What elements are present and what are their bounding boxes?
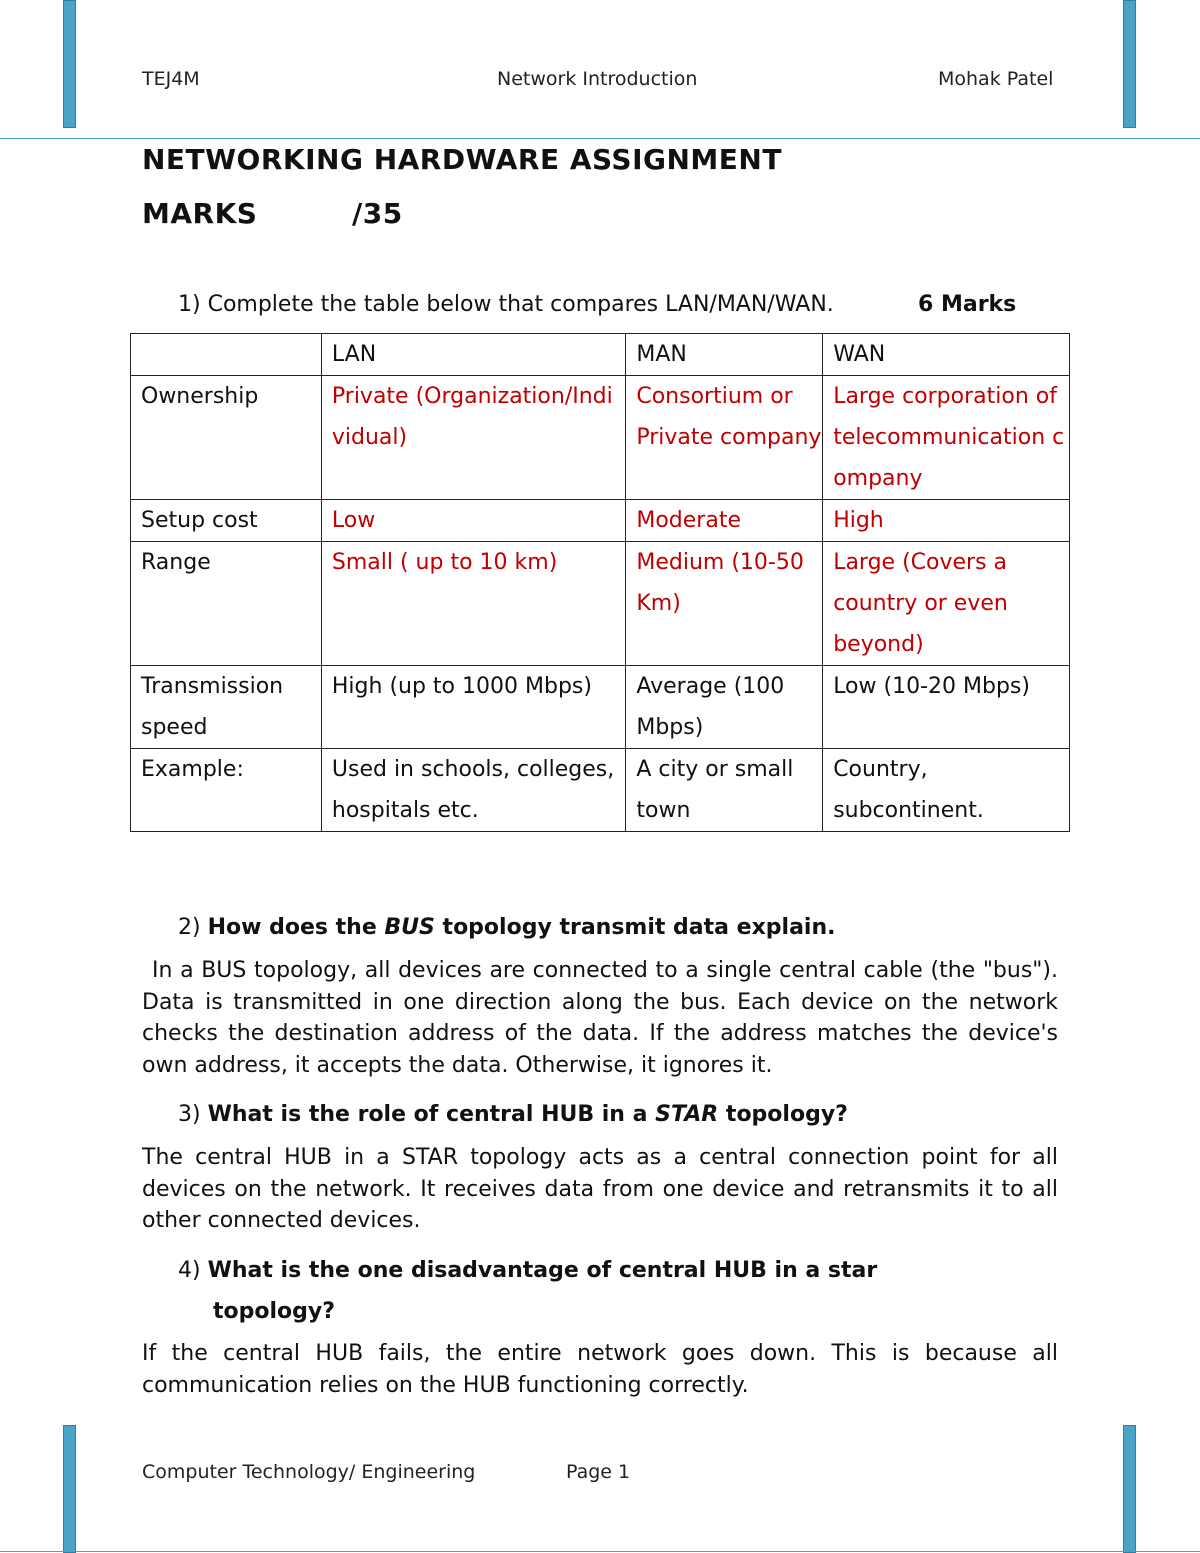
comparison-table (130, 333, 1070, 832)
header-topic: Network Introduction (497, 68, 698, 90)
answer-3: The central HUB in a STAR topology acts as a central connection point for all devices on the network. It receives data from one device and retransmits it to all other connected devices. (142, 1145, 1058, 1233)
question-1-number: 1) (178, 292, 201, 317)
page-title: NETWORKING HARDWARE ASSIGNMENT (142, 143, 782, 176)
header-author: Mohak Patel (938, 68, 1054, 90)
table-row (131, 376, 1070, 500)
question-4 (178, 1258, 877, 1283)
lan-cell: High (up to 1000 Mbps) (321, 666, 625, 749)
row-label: Transmission speed (131, 666, 322, 749)
answer-2: In a BUS topology, all devices are connected to a single central cable (the "bus"). Data is transmitted in one direction along the bus. Each device on the network checks the destination address of the data. If the address matches the device's own address, it accepts the data. Otherwise, it ignores it. (142, 958, 1058, 1078)
row-label: Setup cost (131, 500, 322, 542)
question-1-text: Complete the table below that compares LAN/MAN/WAN. (207, 292, 834, 317)
question-2-number: 2) (178, 915, 201, 940)
question-3-text-end: topology? (718, 1102, 848, 1127)
question-3-text: What is the role of central HUB in a (207, 1102, 656, 1127)
row-label: Ownership (131, 376, 322, 500)
answer-4: If the central HUB fails, the entire network goes down. This is because all communication relies on the HUB functioning correctly. (142, 1341, 1058, 1398)
footer-department: Computer Technology/ Engineering (142, 1461, 476, 1483)
wan-cell: Country, subcontinent. (823, 749, 1070, 832)
table-row (131, 500, 1070, 542)
wan-cell: Low (10-20 Mbps) (823, 666, 1070, 749)
footer-page-number: Page 1 (566, 1461, 631, 1483)
table-row (131, 749, 1070, 832)
question-2-text: How does the (207, 915, 385, 940)
man-cell: A city or small town (626, 749, 823, 832)
lan-cell: Small ( up to 10 km) (321, 542, 625, 666)
question-2-text-end: topology transmit data explain. (434, 915, 836, 940)
right-margin-bar-bottom (1123, 1425, 1136, 1553)
lan-cell: Used in schools, colleges, hospitals etc. (321, 749, 625, 832)
wan-cell: High (823, 500, 1070, 542)
question-3 (178, 1102, 848, 1127)
left-margin-bar-bottom (63, 1425, 76, 1553)
question-1-marks: 6 Marks (918, 292, 1017, 317)
table-row (131, 666, 1070, 749)
man-cell: Moderate (626, 500, 823, 542)
table-row (131, 542, 1070, 666)
marks-value: /35 (352, 197, 403, 230)
table-header-cell: LAN (321, 334, 625, 376)
wan-cell: Large corporation of telecommunication company (823, 376, 1070, 500)
man-cell: Average (100 Mbps) (626, 666, 823, 749)
table-header-cell (131, 334, 322, 376)
question-2 (178, 915, 835, 940)
question-2-emphasis: BUS (384, 915, 435, 940)
header-course: TEJ4M (142, 68, 200, 90)
question-4-number: 4) (178, 1258, 201, 1283)
marks-label: MARKS (142, 197, 258, 230)
left-margin-bar-top (63, 0, 76, 128)
header-rule (0, 138, 1200, 139)
lan-cell: Private (Organization/Individual) (321, 376, 625, 500)
table-header-cell: MAN (626, 334, 823, 376)
man-cell: Medium (10-50 Km) (626, 542, 823, 666)
question-3-number: 3) (178, 1102, 201, 1127)
question-3-emphasis: STAR (655, 1102, 719, 1127)
question-1 (178, 292, 834, 317)
row-label: Range (131, 542, 322, 666)
lan-cell: Low (321, 500, 625, 542)
question-4-text: What is the one disadvantage of central HUB in a star (207, 1258, 878, 1283)
question-4-text-cont: topology? (213, 1299, 335, 1324)
right-margin-bar-top (1123, 0, 1136, 128)
footer-rule (0, 1551, 1200, 1552)
table-header-cell: WAN (823, 334, 1070, 376)
wan-cell: Large (Covers a country or even beyond) (823, 542, 1070, 666)
man-cell: Consortium or Private company (626, 376, 823, 500)
table-header-row (131, 334, 1070, 376)
row-label: Example: (131, 749, 322, 832)
